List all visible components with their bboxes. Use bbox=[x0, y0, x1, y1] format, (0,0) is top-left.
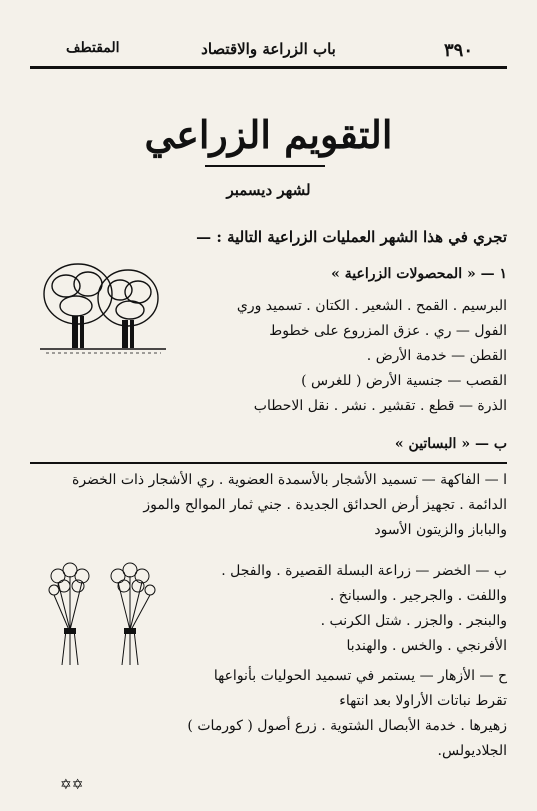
vegetables-line: والبنجر . والجزر . شتل الكرنب . bbox=[320, 613, 507, 629]
section-a-line: البرسيم . القمح . الشعير . الكتان . تسميد وري bbox=[236, 298, 507, 314]
fruit-line: والباباز والزيتون الأسود bbox=[374, 522, 507, 538]
header-rule bbox=[30, 66, 507, 69]
flowers-line: الجلاديولس. bbox=[437, 743, 507, 759]
trees-illustration bbox=[36, 258, 171, 358]
flowers-line: تقرط نباتات الأراولا بعد انتهاء bbox=[339, 693, 507, 709]
section-divider bbox=[30, 462, 507, 464]
vegetables-line: ب — الخضر — زراعة البسلة القصيرة . والفجل . bbox=[221, 563, 507, 579]
article-title: التقويم الزراعي bbox=[144, 112, 393, 157]
vegetables-line: الأفرنجي . والخس . والهندبا bbox=[346, 638, 507, 654]
section-a-heading: ١ — « المحصولات الزراعية » bbox=[331, 266, 507, 282]
article-subtitle: لشهر ديسمبر bbox=[226, 181, 311, 199]
flowers-line: ح — الأزهار — يستمر في تسميد الحوليات بأنواعها bbox=[213, 668, 507, 684]
journal-name: المقتطف bbox=[66, 40, 120, 56]
vegetables-line: واللفت . والجرجير . والسبانخ . bbox=[329, 588, 507, 604]
section-title: باب الزراعة والاقتصاد bbox=[201, 40, 336, 58]
footer-stars: ✡✡ bbox=[60, 777, 84, 793]
section-a-line: القصب — جنسية الأرض ( للغرس ) bbox=[301, 373, 507, 389]
flowers-line: زهيرها . خدمة الأبصال الشتوية . زرع أصول ( كورمات ) bbox=[187, 718, 507, 734]
fruit-line: الدائمة . تجهيز أرض الحدائق الجديدة . جني ثمار الموالح والموز bbox=[143, 497, 507, 513]
fruit-line: ا — الفاكهة — تسميد الأشجار بالأسمدة العضوية . ري الأشجار ذات الخضرة bbox=[71, 472, 507, 488]
page-header bbox=[0, 0, 537, 66]
intro-line: تجري في هذا الشهر العمليات الزراعية التالية : — bbox=[196, 228, 507, 246]
flower-bouquets-illustration bbox=[40, 560, 170, 670]
section-a-line: الفول — ري . عزق المزروع على خطوط bbox=[269, 323, 507, 339]
section-b-heading: ب — « البساتين » bbox=[394, 436, 507, 452]
section-a-line: القطن — خدمة الأرض . bbox=[366, 348, 507, 364]
section-a-line: الذرة — قطع . تقشير . نشر . نقل الاحطاب bbox=[253, 398, 507, 414]
title-underline bbox=[205, 165, 325, 167]
page-number: ٣٩٠ bbox=[443, 40, 473, 61]
